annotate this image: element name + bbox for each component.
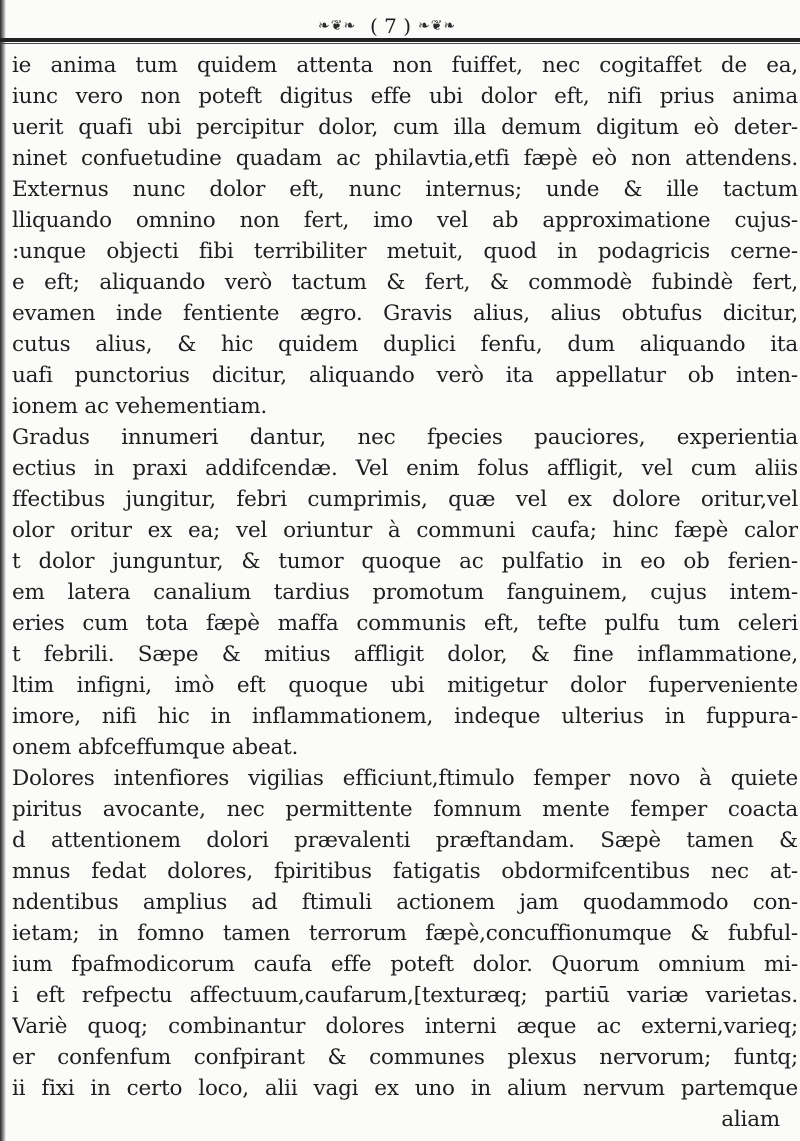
- text-line: olor oritur ex ea; vel oriuntur à communi caufa; hinc fæpè calor: [12, 518, 798, 543]
- text-line: imore, nifi hic in inflammationem, indeque ulterius in fuppura-: [12, 704, 798, 729]
- text-line: ndentibus amplius ad ftimuli actionem jam quodammodo con-: [12, 890, 798, 915]
- text-line: Variè quoq; combinantur dolores interni æque ac externi,varieq;: [12, 1014, 798, 1039]
- text-line: mnus fedat dolores, fpiritibus fatigatis obdormifcentibus nec at-: [12, 859, 798, 884]
- text-line: ium fpafmodicorum caufa effe poteft dolor. Quorum omnium mi-: [12, 952, 798, 977]
- text-line: piritus avocante, nec permittente fomnum mente femper coacta: [12, 797, 798, 822]
- text-line: cutus alius, & hic quidem duplici fenfu, dum aliquando ita: [12, 332, 798, 357]
- text-line: ltim infigni, imò eft quoque ubi mitigetur dolor fuperveniente: [12, 673, 798, 698]
- text-line: uerit quafi ubi percipitur dolor, cum illa demum digitum eò deter-: [12, 115, 798, 140]
- text-line: ffectibus jungitur, febri cumprimis, quæ vel ex dolore oritur,vel: [12, 487, 798, 512]
- text-line: t febrili. Sæpe & mitius affligit dolor, & fine inflammatione,: [12, 642, 798, 667]
- text-line: ie anima tum quidem attenta non fuiffet, nec cogitaffet de ea,: [12, 53, 798, 78]
- text-line: i eft refpectu affectuum,caufarum,[texturæq; partiū variæ varietas.: [12, 983, 798, 1008]
- text-line: ietam; in fomno tamen terrorum fæpè,concuffionumque & fubful-: [12, 921, 798, 946]
- text-line: em latera canalium tardius promotum fanguinem, cujus intem-: [12, 580, 798, 605]
- header-rule-thin: [0, 43, 800, 44]
- text-line: ii fixi in certo loco, alii vagi ex uno in alium nervum partemque: [12, 1076, 798, 1101]
- text-line: evamen inde fentiente ægro. Gravis alius, alius obtufus dicitur,: [12, 301, 798, 326]
- page-number: ( 7 ): [370, 14, 412, 38]
- text-line: Dolores intenfiores vigilias efficiunt,ftimulo femper novo à quiete: [12, 766, 798, 791]
- text-line: :unque objecti fibi terribiliter metuit, quod in podagricis cerne-: [12, 239, 798, 264]
- ornament-left: ❧❦❧: [318, 18, 357, 34]
- text-line: onem abfceffumque abeat.: [12, 735, 299, 760]
- text-line: eries cum tota fæpè maffa communis eft, tefte pulfu tum celeri: [12, 611, 798, 636]
- text-line: Externus nunc dolor eft, nunc internus; unde & ille tactum: [12, 177, 798, 202]
- body-text: [12, 50, 798, 1135]
- text-line: ninet confuetudine quadam ac philavtia,etfi fæpè eò non attendens.: [12, 146, 798, 171]
- text-line: t dolor junguntur, & tumor quoque ac pulfatio in eo ob ferien-: [12, 549, 798, 574]
- catchword: aliam: [721, 1107, 780, 1132]
- text-line: lliquando omnino non fert, imo vel ab approximatione cujus-: [12, 208, 798, 233]
- text-line: d attentionem dolori prævalenti præftandam. Sæpè tamen &: [12, 828, 798, 853]
- text-line: uafi punctorius dicitur, aliquando verò ita appellatur ob inten-: [12, 363, 798, 388]
- text-line: iunc vero non poteft digitus effe ubi dolor eft, nifi prius anima: [12, 84, 798, 109]
- binding-gutter: [0, 0, 6, 1141]
- text-line: ionem ac vehementiam.: [12, 394, 268, 419]
- header-rule: [0, 38, 800, 42]
- ornament-right: ❧❦❧: [418, 18, 457, 34]
- text-line: ectius in praxi addifcendæ. Vel enim folus affligit, vel cum aliis: [12, 456, 798, 481]
- text-line: Gradus innumeri dantur, nec fpecies pauciores, experientia: [12, 425, 798, 450]
- text-line: e eft; aliquando verò tactum & fert, & commodè fubindè fert,: [12, 270, 798, 295]
- text-line: er confenfum confpirant & communes plexus nervorum; funtq;: [12, 1045, 798, 1070]
